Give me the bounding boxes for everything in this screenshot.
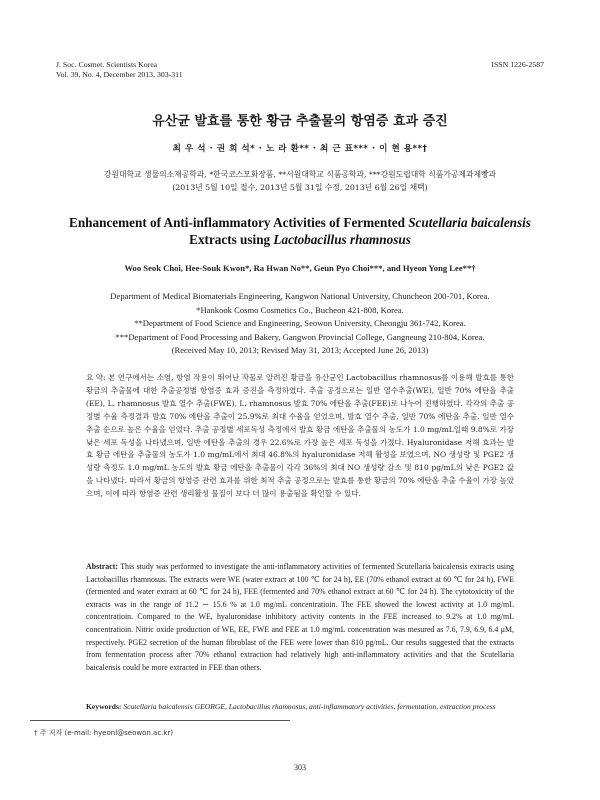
english-abstract: [86, 561, 514, 674]
keywords-text: Scutellaria baicalensis GEORGE, Lactobacillus rhamnosus, anti-inflammatory activities, fermentation, extraction process: [121, 702, 496, 711]
keywords-label: Keywords:: [86, 702, 122, 711]
running-header: [56, 60, 544, 80]
journal-volume: Vol. 39, No. 4, December 2013, 303-311: [56, 70, 183, 79]
korean-received: (2013년 5월 10일 접수, 2013년 5월 31일 수정, 2013년 6월 26일 채택): [172, 183, 428, 192]
korean-abstract: 요 약: 본 연구에서는 소염, 항염 작용이 뛰어난 작물로 알려진 황금을 유산균인 Lactobacillus rhamnosus를 이용해 발효를 통한 황금의 추출물에 대한 추출공정별 항염증 효과 증진을 측정하였다. 추출 공정으로는 일반 열수추출(WE), 일반 70% 에탄올 추출(EE), L. rhamnosus 발효 열수 추출(FWE), L. rhamnosus 발효 70% 에탄올 추출(FEE)로 나누어 진행하였다. 각각의 추출 공정별 수율 측정결과 발효 70% 에탄올 추출이 25.9%로 최대 수율을 얻었으며, 발효 열수 추출, 일반 70% 에탄올 추출, 일반 열수 추출 순으로 높은 수율을 얻었다. 추출 공정별 세포독성 측정에서 발효 황금 에탄올 추출물의 농도가 1.0 mg/mL일때 9.8%로 가장 낮은 세포 독성을 나타냈으며, 일반 에탄올 추출의 경우 22.6%로 가장 높은 세포 독성을 가졌다. Hyaluronidase 저해 효과는 발효 황금 에탄올 추출물의 농도가 1.0 mg/mL에서 최대 46.8%의 hyaluronidase 저해 활성을 보였으며, NO 생성량 및 PGE2 생성량 측정도 1.0 mg/mL 농도의 발효 황금 에탄올 추출물이 각각 36%의 최대 NO 생성량 감소 및 810 pg/mL의 낮은 PGE2 값을 나타냈다. 따라서 황금의 항염증 관련 효과를 위한 최적 추출 공정으로는 발효를 통한 황금의 70% 에탄올 추출 수율이 가장 높았으며, 이에 따라 항염증 관련 생리활성 물질이 보다 더 많이 용출됨을 확인할 수 있다.: [86, 373, 514, 499]
abstract-label: Abstract:: [86, 562, 118, 571]
species-name: Lactobacillus rhamnosus: [273, 232, 411, 247]
abstract-text: This study was performed to investigate the anti-inflammatory activities of fermented Scutellaria baicalensis extracts using Lactobacillus rhamnosus. The extracts were WE (water extract at 100 ℃ for 24 h), EE (70% ethanol extract at 60 ℃ for 24 h), FWE (fermented and water extract at 60 ℃ for 24 h), FEE (fermented and 70% ethanol extract at 60 ℃ for 24 h). The cytotoxicity of the extracts was in the range of 11.2 ∼ 15.6 % at 1.0 mg/mL concentratioin. The FEE showed the lowest activity at 1.0 mg/mL concentratioin. Compared to the WE, hyaluronidase inhibitory activity contents in the FEE increased to 9.2% at 1.0 mg/mL concentratioin. Nitric oxide production of WE, EE, FWE and FEE at 1.0 mg/mL concentration was mesured as 7.6, 7.9, 6.9, 6.4 μM, respectively. PGE2 secretion of the human fibroblast of the FEE were lower than 810 pg/mL. Our results suggested that the extracts from fermentation process after 70% ethanol extraction had relatively high anti-inflammatory activities and that the Scutellaria baicalensis could be more extracted in FEE than others.: [86, 562, 514, 672]
footnote-divider: [30, 720, 290, 721]
english-title-line2: Extracts using Lactobacillus rhamnosus: [189, 232, 411, 247]
english-title-line1: Enhancement of Anti-inflammatory Activities of Fermented Scutellaria baicalensis: [69, 215, 531, 230]
english-authors: Woo Seok Choi, Hee-Souk Kwon*, Ra Hwan No**, Geun Pyo Choi***, and Hyeon Yong Lee**†: [124, 263, 476, 273]
journal-name: J. Soc. Cosmet. Scientists Korea: [56, 60, 158, 69]
affiliation-line: **Department of Food Science and Engineering, Seowon University, Cheongju 361-742, Korea.: [134, 318, 466, 328]
page-number: 303: [294, 763, 306, 772]
keywords: [86, 701, 514, 712]
english-affiliations: [40, 290, 560, 358]
korean-affiliation-block: [40, 168, 560, 194]
issn: ISSN 1226-2587: [491, 60, 544, 69]
affiliation-line: Department of Medical Biomaterials Engineering, Kangwon National University, Chuncheon 200-701, Korea.: [110, 291, 490, 301]
affiliation-line: ***Department of Food Processing and Bakery, Gangwon Provincial College, Gangneung 210-804, Korea.: [115, 331, 485, 342]
english-title: [40, 214, 560, 248]
species-name: Scutellaria baicalensis: [408, 215, 531, 230]
korean-authors: 최 우 석 · 권 희 석* · 노 라 환** · 최 근 표*** · 이 현 용**†: [172, 144, 428, 154]
received-dates: (Received May 10, 2013; Revised May 31, 2013; Accepted June 26, 2013): [171, 345, 429, 355]
affiliation-line: *Hankook Cosmo Cosmetics Co., Bucheon 421-808, Korea.: [196, 304, 404, 315]
corresponding-author-footnote: † 주 저자 (e-mail: hyeonl@seowon.ac.kr): [34, 729, 174, 737]
korean-title: 유산균 발효를 통한 황금 추출물의 항염증 효과 증진: [152, 114, 448, 129]
korean-affiliation: 강원대학교 생물의소재공학과, *한국코스모화장품, **서원대학교 식품공학과, ***강원도립대학 식품가공제과제빵과: [103, 170, 497, 179]
